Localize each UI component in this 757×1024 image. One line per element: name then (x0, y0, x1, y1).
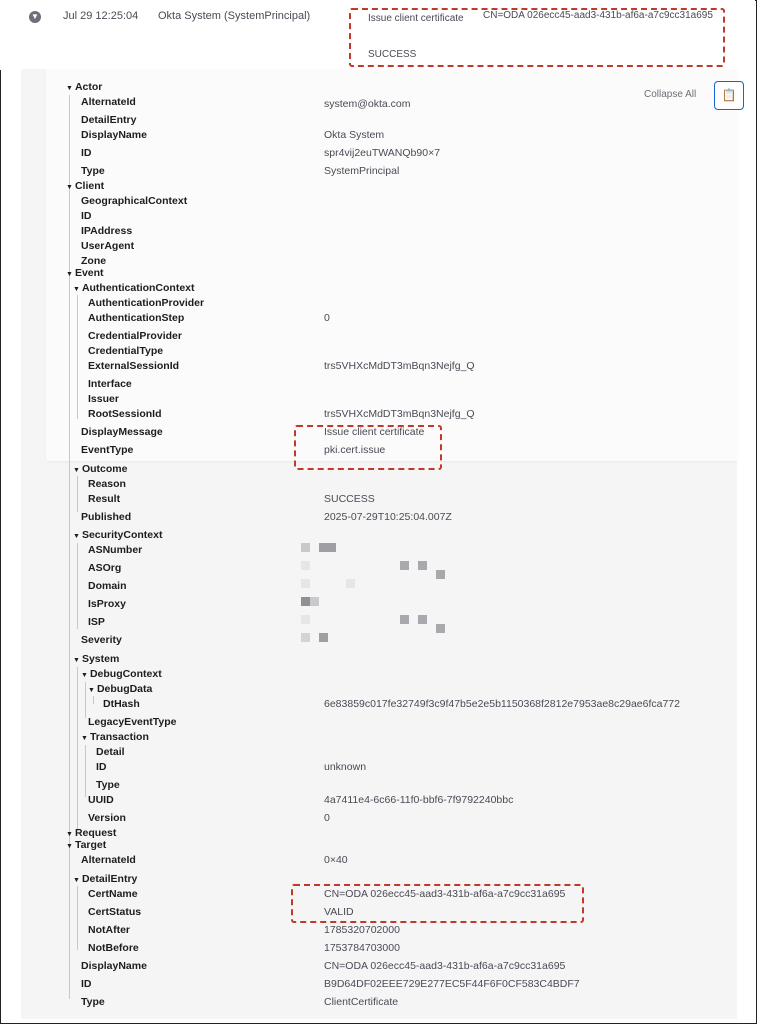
tree-guide (77, 886, 78, 950)
redacted-block (301, 597, 310, 606)
redacted-block (436, 570, 445, 579)
event-target: CN=ODA 026ecc45-aad3-431b-af6a-a7c9cc31a695 (483, 10, 713, 21)
tree-guide (85, 682, 86, 718)
redacted-block (418, 561, 427, 570)
event-detail-panel: Collapse All 📋 ▼ Actor AlternateId system@okta.com DetailEntry DisplayName Okta System ID spr4vij2euTWANQb90×7 Type SystemPrincipal ▼ Client GeographicalContext ID IPAddress UserAgent Zone ▼ Event ▼ AuthenticationContext AuthenticationProvider AuthenticationStep 0 CredentialProvider CredentialType ExternalSessionId trs5VHXcMdDT3mBqn3Nejfg_Q Interface Issuer RootSessionId trs5VHXcMdDT3mBqn3Nejfg_Q DisplayMessage Issue client certificate EventType pki.cert.issue ▼ Outcome Reason Result SUCCESS Published 2025-07-29T10:25:04.007Z ▼ SecurityContext ASNumber ASOrg Domain IsProxy ISP Severity ▼ System ▼ DebugContext ▼ DebugData DtHash 6e83859c017fe32749f3c9f47b5e2e5b1150368f2812e7953ae8c29ae6fca772 LegacyEventType ▼ Transaction Detail ID unknown Type UUID 4a7411e4-6c66-11f0-bbf6-7f9792240bbc Version 0 ▼ Request ▼ Target AlternateId 0×40 ▼ DetailEntry CertName CN=ODA 026ecc45-aad3-431b-af6a-a7c9cc31a695 CertStatus VALID NotAfter 1785320702000 NotBefore 1753784703000 DisplayName CN=ODA 026ecc45-aad3-431b-af6a-a7c9cc31a695 ID B9D64DF02EEE729E277EC5F44F6F0CF583C4BDF7 Type ClientCertificate (21, 69, 737, 1019)
clipboard-icon[interactable]: 📋 (714, 81, 744, 110)
redacted-block (301, 615, 310, 624)
redacted-block (301, 561, 310, 570)
detail-card (46, 69, 737, 461)
redacted-block (400, 561, 409, 570)
redacted-block (319, 633, 328, 642)
redacted-block (301, 579, 310, 588)
tree-guide (69, 854, 70, 999)
highlight-box (349, 8, 725, 67)
event-time: Jul 29 12:25:04 (63, 10, 139, 22)
redacted-block (436, 624, 445, 633)
redacted-block (301, 633, 310, 642)
event-summary-row[interactable] (0, 0, 755, 70)
redacted-block (400, 615, 409, 624)
tree-guide (69, 278, 70, 898)
tree-guide (77, 295, 78, 419)
redacted-block (310, 597, 319, 606)
event-actor: Okta System (SystemPrincipal) (158, 10, 311, 22)
redacted-block (418, 615, 427, 624)
redacted-block (346, 579, 355, 588)
highlight-box (294, 425, 442, 470)
tree-guide (77, 476, 78, 512)
chevron-down-icon[interactable]: ▼ (29, 11, 41, 23)
redacted-block (319, 543, 336, 552)
tree-guide (77, 543, 78, 629)
tree-guide (77, 667, 78, 829)
collapse-all-button[interactable]: Collapse All (644, 89, 697, 100)
tree-guide (85, 745, 86, 797)
highlight-box (291, 884, 584, 923)
event-message: Issue client certificate (368, 13, 464, 24)
redacted-block (301, 543, 310, 552)
event-result: SUCCESS (368, 49, 417, 60)
